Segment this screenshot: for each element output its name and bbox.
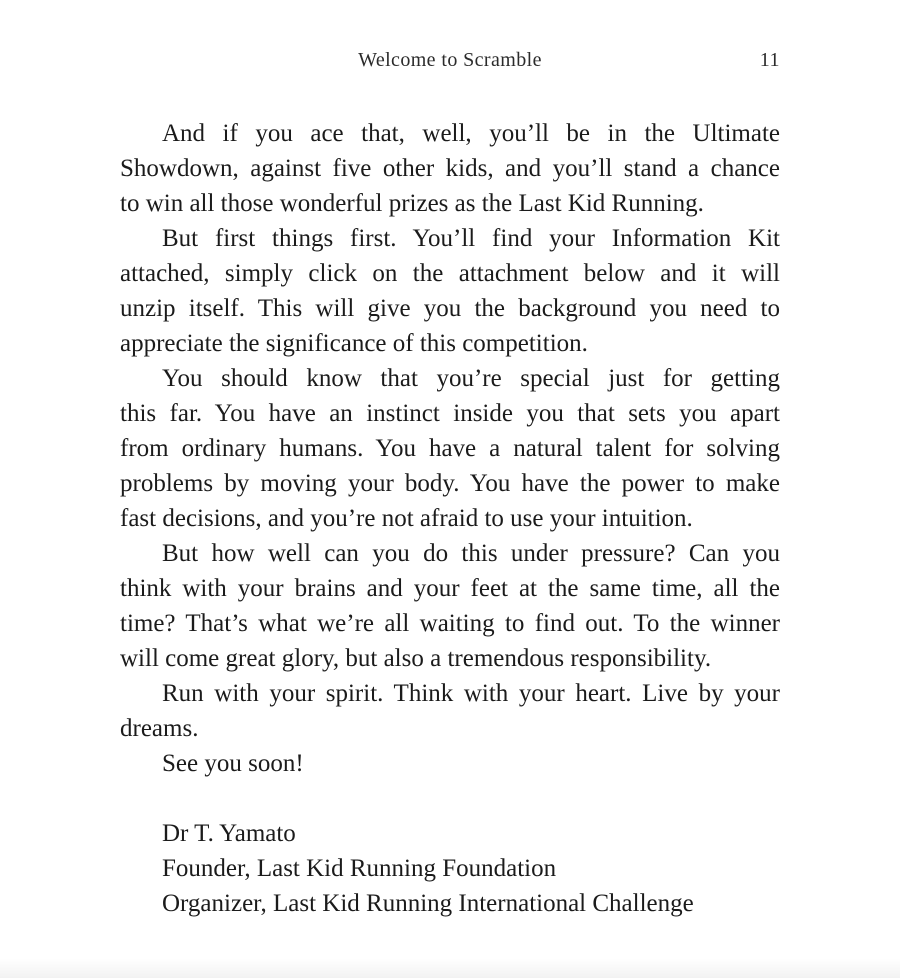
paragraph — [120, 536, 780, 676]
signature-block — [120, 816, 780, 921]
paragraph-line: think with your brains and your feet at the same time, all the — [120, 575, 780, 602]
signature-line: Founder, Last Kid Running Foundation — [162, 855, 557, 882]
paragraph-line: will come great glory, but also a tremendous responsibility. — [120, 645, 712, 672]
running-head — [120, 46, 780, 74]
paragraph-line: attached, simply click on the attachment below and it will — [120, 260, 780, 287]
paragraph — [120, 116, 780, 221]
paragraph-line: Showdown, against five other kids, and you’ll stand a chance — [120, 155, 780, 182]
paragraph-line: to win all those wonderful prizes as the Last Kid Running. — [120, 190, 704, 217]
page-header-title: Welcome to Scramble — [358, 49, 542, 71]
signature-line: Organizer, Last Kid Running International Challenge — [162, 890, 694, 917]
page-number: 11 — [759, 49, 780, 71]
paragraph-line: fast decisions, and you’re not afraid to use your intuition. — [120, 505, 693, 532]
paragraph — [120, 221, 780, 361]
paragraph-line: And if you ace that, well, you’ll be in the Ultimate — [162, 120, 780, 147]
paragraph — [120, 676, 780, 746]
paragraph-line: time? That’s what we’re all waiting to find out. To the winner — [120, 610, 780, 637]
paragraph-line: Run with your spirit. Think with your heart. Live by your — [162, 680, 780, 707]
paragraph — [120, 361, 780, 536]
paragraph-line: But first things first. You’ll find your Information Kit — [162, 225, 780, 252]
paragraph-line: See you soon! — [162, 750, 304, 777]
paragraph — [120, 746, 780, 781]
paragraph-line: unzip itself. This will give you the background you need to — [120, 295, 780, 322]
page-bottom-shade — [0, 958, 900, 978]
paragraph-line: But how well can you do this under pressure? Can you — [162, 540, 780, 567]
paragraph-line: appreciate the significance of this competition. — [120, 330, 588, 357]
paragraph-line: this far. You have an instinct inside you that sets you apart — [120, 400, 780, 427]
body-text — [120, 116, 780, 921]
paragraph-line: from ordinary humans. You have a natural talent for solving — [120, 435, 780, 462]
paragraph-line: dreams. — [120, 715, 199, 742]
paragraph-line: problems by moving your body. You have the power to make — [120, 470, 780, 497]
signature-line: Dr T. Yamato — [162, 820, 296, 847]
paragraph-line: You should know that you’re special just for getting — [162, 365, 780, 392]
